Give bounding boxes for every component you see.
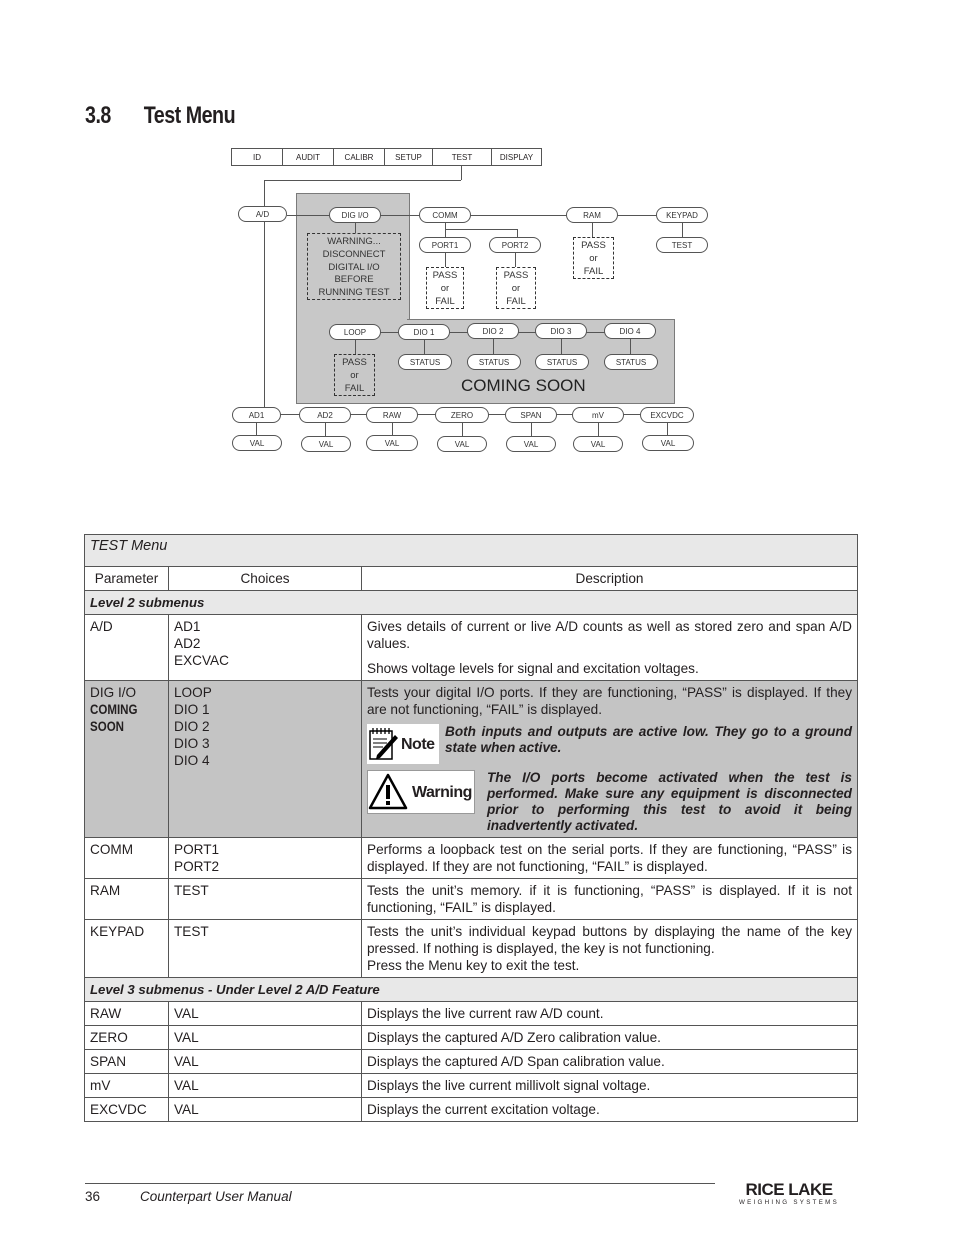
node-mv: mV	[572, 407, 624, 423]
table-row	[85, 1074, 858, 1098]
connector	[462, 423, 463, 436]
connector	[667, 423, 668, 435]
choices-cell: VAL	[169, 1050, 362, 1074]
node-comm: COMM	[419, 207, 471, 223]
description-cell: Tests your digital I/O ports. If they are functioning, “PASS” is displayed. If they are not functioning, “FAIL” is displayed. Note Both inputs and outputs are active low. They go to a ground state when active. Warning The I/O ports become activated when the test is performed. Make sure any equipment is disconnected prior to performing this test to avoid it being inadvertently activated.	[362, 681, 858, 838]
param-cell: RAM	[85, 879, 169, 920]
node-status-2: STATUS	[467, 354, 521, 370]
menu-calibr: CALIBR	[333, 148, 385, 166]
svg-text:WEIGHING SYSTEMS: WEIGHING SYSTEMS	[738, 1199, 840, 1206]
node-dio3: DIO 3	[535, 323, 587, 339]
node-ram: RAM	[566, 207, 618, 223]
table-title-row	[85, 535, 858, 567]
node-port1: PORT1	[419, 237, 471, 253]
node-keypad: KEYPAD	[656, 207, 708, 223]
page-number: 36	[85, 1189, 101, 1204]
warning-icon: Warning	[367, 770, 475, 814]
port2-pass-fail: PASS or FAIL	[496, 267, 536, 309]
node-val-4: VAL	[437, 436, 487, 452]
connector	[461, 166, 462, 180]
choices-cell: LOOP DIO 1 DIO 2 DIO 3 DIO 4	[169, 681, 362, 838]
svg-text:RICE LAKE: RICE LAKE	[745, 1180, 833, 1199]
node-val-2: VAL	[301, 436, 351, 452]
footer-rule	[85, 1183, 715, 1184]
connector	[561, 339, 562, 354]
description-cell: Performs a loopback test on the serial ports. If they are functioning, “PASS” is displayed. If they are not functioning, “FAIL” is displayed.	[362, 838, 858, 879]
section-level3: Level 3 submenus - Under Level 2 A/D Feature	[85, 978, 858, 1002]
rice-lake-logo	[726, 1180, 852, 1206]
description-cell: Displays the captured A/D Zero calibration value.	[362, 1026, 858, 1050]
node-val-1: VAL	[232, 435, 282, 451]
connector	[264, 180, 265, 206]
choices-cell: PORT1 PORT2	[169, 838, 362, 879]
node-val-5: VAL	[506, 436, 556, 452]
description-cell: Displays the live current millivolt signal voltage.	[362, 1074, 858, 1098]
note-text: Both inputs and outputs are active low. They go to a ground state when active.	[445, 724, 852, 755]
table-row	[85, 1002, 858, 1026]
node-port2: PORT2	[489, 237, 541, 253]
param-cell: EXCVDC	[85, 1098, 169, 1122]
connector	[445, 229, 517, 230]
node-keypad-test: TEST	[656, 237, 708, 253]
section-row	[85, 591, 858, 615]
warning-box	[367, 770, 852, 834]
section-number: 3.8	[85, 102, 111, 129]
connector	[264, 222, 265, 407]
choices-cell: TEST	[169, 879, 362, 920]
menu-display: DISPLAY	[491, 148, 542, 166]
node-excvdc: EXCVDC	[640, 407, 694, 423]
node-dig-io: DIG I/O	[329, 207, 381, 223]
choices-cell: AD1 AD2 EXCVAC	[169, 615, 362, 681]
ram-pass-fail: PASS or FAIL	[573, 237, 614, 279]
section-row	[85, 978, 858, 1002]
table-row	[85, 879, 858, 920]
connector	[630, 339, 631, 354]
connector	[445, 253, 446, 267]
param-cell: KEYPAD	[85, 920, 169, 978]
param-cell: RAW	[85, 1002, 169, 1026]
node-ad2: AD2	[299, 407, 351, 423]
table-row	[85, 681, 858, 838]
node-dio2: DIO 2	[467, 323, 519, 339]
description-cell: Gives details of current or live A/D counts as well as stored zero and span A/D values. Shows voltage levels for signal and excitation voltages.	[362, 615, 858, 681]
connector	[445, 223, 446, 237]
test-menu-diagram	[0, 0, 954, 470]
node-val-6: VAL	[573, 436, 623, 452]
node-status-3: STATUS	[535, 354, 589, 370]
section-level2: Level 2 submenus	[85, 591, 858, 615]
table-row	[85, 838, 858, 879]
node-span: SPAN	[505, 407, 557, 423]
loop-pass-fail: PASS or FAIL	[334, 354, 375, 396]
connector	[682, 223, 683, 237]
connector	[264, 180, 461, 181]
connector	[517, 229, 518, 237]
table-row	[85, 1050, 858, 1074]
choices-cell: TEST	[169, 920, 362, 978]
node-val-3: VAL	[366, 435, 418, 451]
description-cell: Displays the live current raw A/D count.	[362, 1002, 858, 1026]
description-cell: Tests the unit’s individual keypad buttons by displaying the name of the key pressed. If nothing is displayed, the key is not functioning. Press the Menu key to exit the test.	[362, 920, 858, 978]
header-parameter: Parameter	[85, 567, 169, 591]
connector	[392, 423, 393, 435]
node-ad: A/D	[238, 206, 287, 222]
connector	[355, 223, 356, 233]
table-header-row	[85, 567, 858, 591]
node-raw: RAW	[366, 407, 418, 423]
description-cell: Tests the unit’s memory. if it is functioning, “PASS” is displayed. If it is not functioning, “FAIL” is displayed.	[362, 879, 858, 920]
node-loop: LOOP	[329, 324, 381, 340]
test-menu-table	[84, 534, 858, 1122]
port1-pass-fail: PASS or FAIL	[426, 267, 464, 309]
connector	[256, 423, 257, 435]
manual-title: Counterpart User Manual	[140, 1189, 292, 1204]
note-icon: Note	[367, 724, 439, 764]
choices-cell: VAL	[169, 1026, 362, 1050]
coming-soon-label: COMING SOON	[461, 376, 586, 395]
section-title: Test Menu	[143, 102, 236, 129]
connector	[355, 340, 356, 354]
connector	[515, 253, 516, 267]
table-title: TEST Menu	[85, 535, 858, 567]
node-dio4: DIO 4	[604, 323, 656, 339]
table-row	[85, 1026, 858, 1050]
param-cell: SPAN	[85, 1050, 169, 1074]
table-row	[85, 1098, 858, 1122]
coming-soon-tag: COMING SOON	[90, 702, 138, 734]
connector	[592, 223, 593, 237]
param-cell: mV	[85, 1074, 169, 1098]
connector	[598, 423, 599, 436]
node-status-4: STATUS	[604, 354, 658, 370]
param-cell: A/D	[85, 615, 169, 681]
menu-id: ID	[231, 148, 283, 166]
param-cell: COMM	[85, 838, 169, 879]
menu-setup: SETUP	[384, 148, 433, 166]
description-cell: Displays the captured A/D Span calibration value.	[362, 1050, 858, 1074]
choices-cell: VAL	[169, 1002, 362, 1026]
note-box	[367, 724, 852, 764]
param-cell: ZERO	[85, 1026, 169, 1050]
menu-test: TEST	[432, 148, 492, 166]
connector	[493, 339, 494, 354]
menu-audit: AUDIT	[282, 148, 334, 166]
header-choices: Choices	[169, 567, 362, 591]
table-row	[85, 615, 858, 681]
choices-cell: VAL	[169, 1098, 362, 1122]
table-row	[85, 920, 858, 978]
connector	[531, 423, 532, 436]
gray-joint	[297, 319, 407, 323]
header-description: Description	[362, 567, 858, 591]
dig-io-warning: WARNING... DISCONNECT DIGITAL I/O BEFORE RUNNING TEST	[307, 233, 401, 300]
node-val-7: VAL	[642, 435, 694, 451]
param-cell: DIG I/O COMING SOON	[85, 681, 169, 838]
description-cell: Displays the current excitation voltage.	[362, 1098, 858, 1122]
node-dio1: DIO 1	[398, 324, 450, 340]
choices-cell: VAL	[169, 1074, 362, 1098]
node-zero: ZERO	[435, 407, 489, 423]
node-status-1: STATUS	[398, 354, 452, 370]
connector	[325, 423, 326, 436]
warning-text: The I/O ports become activated when the test is performed. Make sure any equipment is disconnected prior to performing this test to avoid it being inadvertently activated.	[487, 770, 852, 833]
node-ad1: AD1	[232, 407, 281, 423]
connector	[424, 340, 425, 354]
